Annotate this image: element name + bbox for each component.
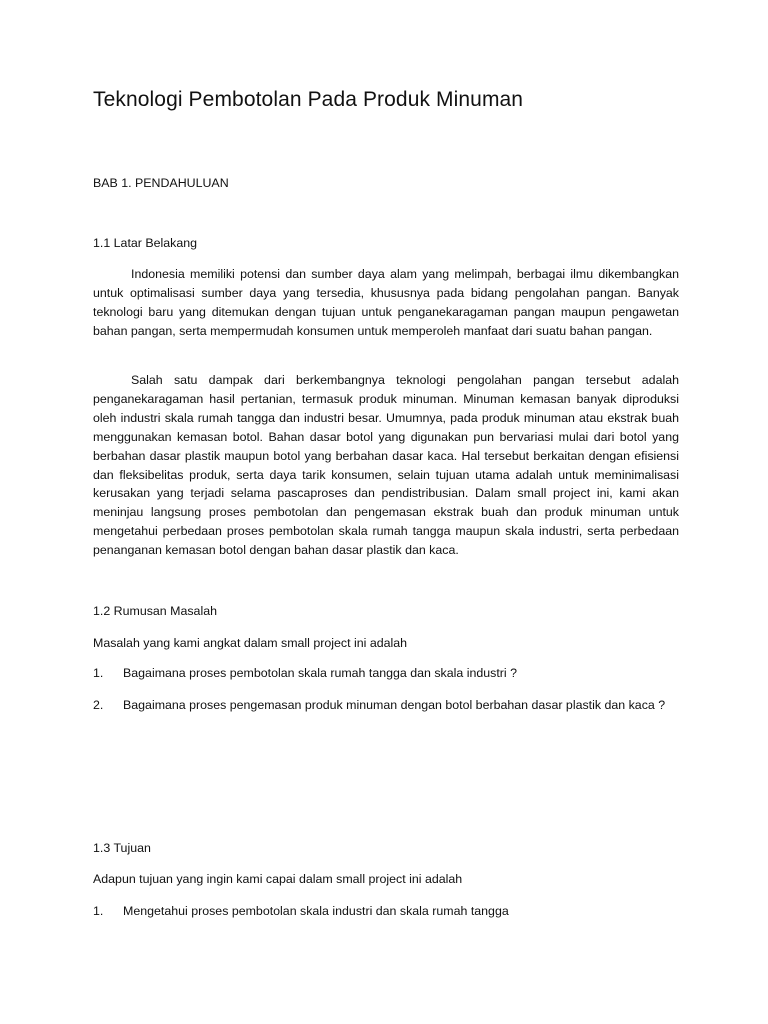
section-heading-latar-belakang: 1.1 Latar Belakang [93,236,198,250]
list-number: 1. [93,666,104,680]
rumusan-masalah-item-2 [93,696,679,715]
rumusan-masalah-intro: Masalah yang kami angkat dalam small project ini adalah [93,636,408,650]
list-text: Bagaimana proses pembotolan skala rumah tangga dan skala industri ? [123,666,517,680]
paragraph-latar-belakang-1: Indonesia memiliki potensi dan sumber daya alam yang melimpah, berbagai ilmu dikembangkan untuk optimalisasi sumber daya yang tersedia, khususnya pada bidang pengolahan pangan. Banyak teknologi baru yang ditemukan dengan tujuan untuk penganekaragaman pangan maupun pengawetan bahan pangan, serta mempermudah konsumen untuk memperoleh manfaat dari suatu bahan pangan. [93,267,679,338]
tujuan-item-1 [93,902,679,921]
rumusan-masalah-item-1 [93,664,679,683]
list-text: Bagaimana proses pengemasan produk minuman dengan botol berbahan dasar plastik dan kaca ? [123,698,666,712]
section-heading-rumusan-masalah: 1.2 Rumusan Masalah [93,604,217,618]
paragraph-latar-belakang-2: Salah satu dampak dari berkembangnya teknologi pengolahan pangan tersebut adalah penganekaragaman hasil pertanian, termasuk produk minuman. Minuman kemasan banyak diproduksi oleh industri skala rumah tangga dan industri besar. Umumnya, pada produk minuman atau ekstrak buah menggunakan kemasan botol. Bahan dasar botol yang digunakan pun bervariasi mulai dari botol yang berbahan dasar plastik maupun botol yang berbahan dasar kaca. Hal tersebut berkaitan dengan efisiensi dan fleksibelitas produk, serta daya tarik konsumen, selain tujuan utama adalah untuk meminimalisasi kerusakan yang terjadi selama pascaproses dan pendistribusian. Dalam small project ini, kami akan meninjau langsung proses pembotolan dan pengemasan ekstrak buah dan produk minuman untuk mengetahui perbedaan proses pembotolan skala rumah tangga maupun skala industri, serta perbedaan penanganan kemasan botol dengan bahan dasar plastik dan kaca. [93,373,679,558]
tujuan-intro: Adapun tujuan yang ingin kami capai dalam small project ini adalah [93,872,463,886]
list-number: 1. [93,904,104,918]
list-text: Mengetahui proses pembotolan skala industri dan skala rumah tangga [123,904,509,918]
section-heading-tujuan: 1.3 Tujuan [93,841,151,855]
chapter-heading: BAB 1. PENDAHULUAN [93,176,229,190]
list-number: 2. [93,698,104,712]
document-title: Teknologi Pembotolan Pada Produk Minuman [93,88,524,111]
